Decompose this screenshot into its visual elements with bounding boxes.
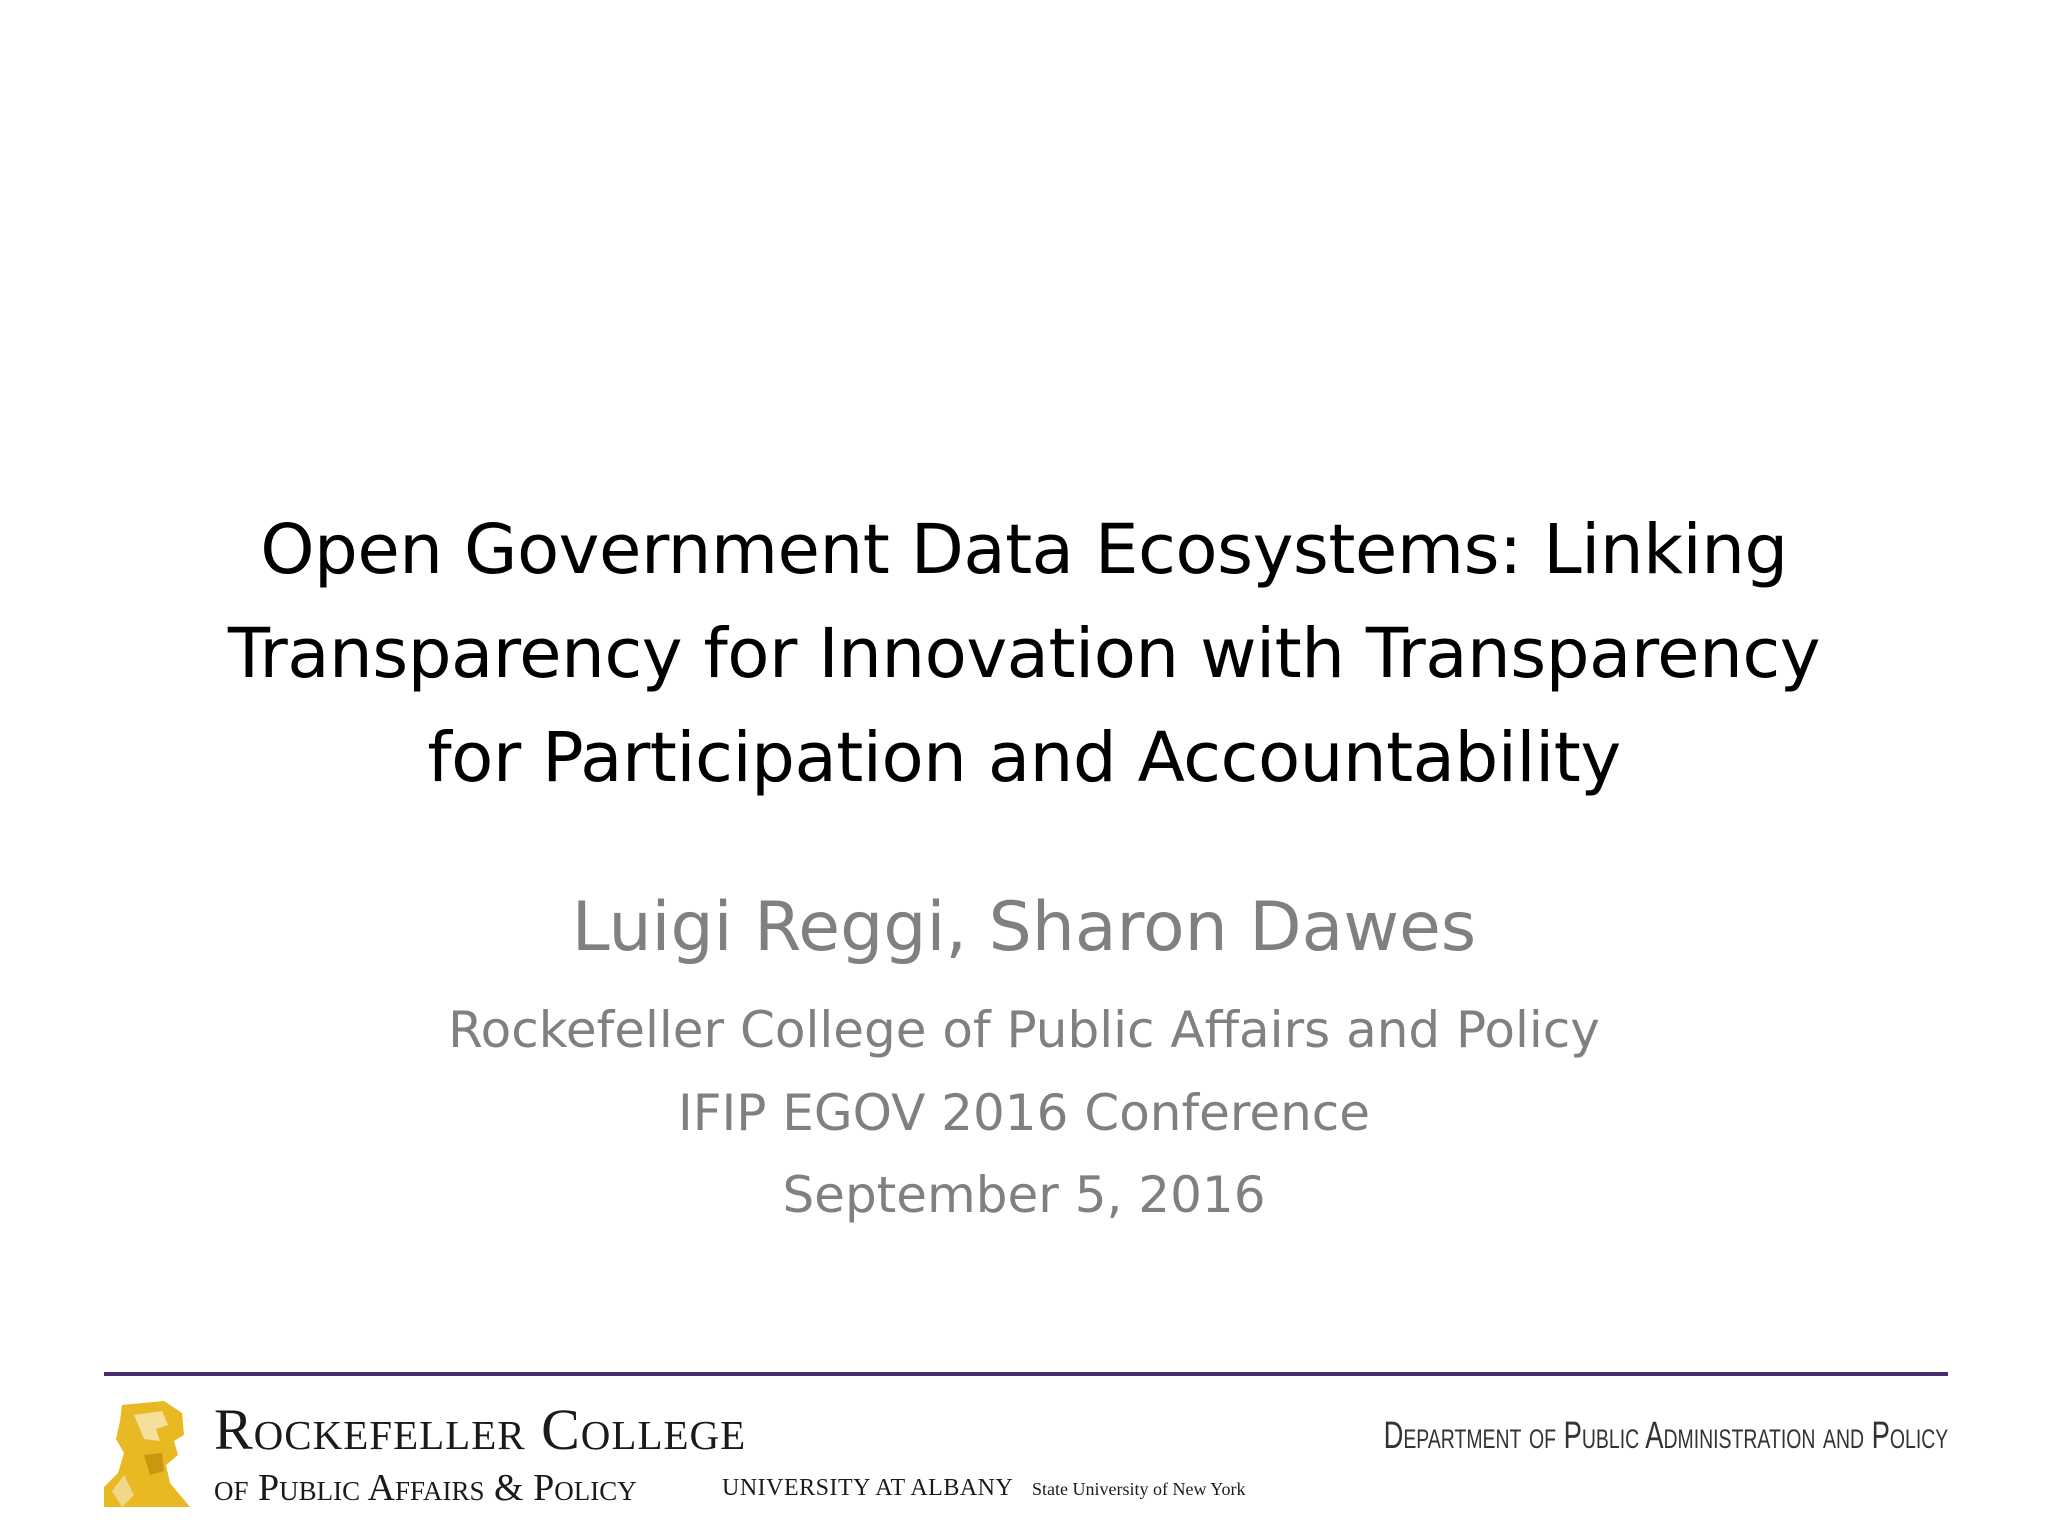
- conference: IFIP EGOV 2016 Conference: [677, 1084, 1371, 1142]
- college-name: Rockefeller College: [214, 1397, 747, 1462]
- affiliation: Rockefeller College of Public Affairs and Policy: [448, 1001, 1600, 1059]
- date: September 5, 2016: [782, 1166, 1266, 1224]
- slide-title: [150, 498, 1898, 810]
- department-name: Department of Public Administration and Policy: [1383, 1415, 1948, 1457]
- title-line-3: for Participation and Accountability: [427, 718, 1621, 798]
- title-line-2: Transparency for Innovation with Transparency: [227, 614, 1821, 694]
- authors: Luigi Reggi, Sharon Dawes: [571, 888, 1477, 967]
- title-line-1: Open Government Data Ecosystems: Linking: [260, 510, 1788, 590]
- footer-divider: [104, 1372, 1948, 1376]
- university-name: UNIVERSITY AT ALBANY: [722, 1475, 1014, 1501]
- college-subtitle: of Public Affairs & Policy: [214, 1467, 637, 1509]
- rockefeller-logo-icon: [104, 1395, 200, 1507]
- suny-name: State University of New York: [1032, 1479, 1246, 1499]
